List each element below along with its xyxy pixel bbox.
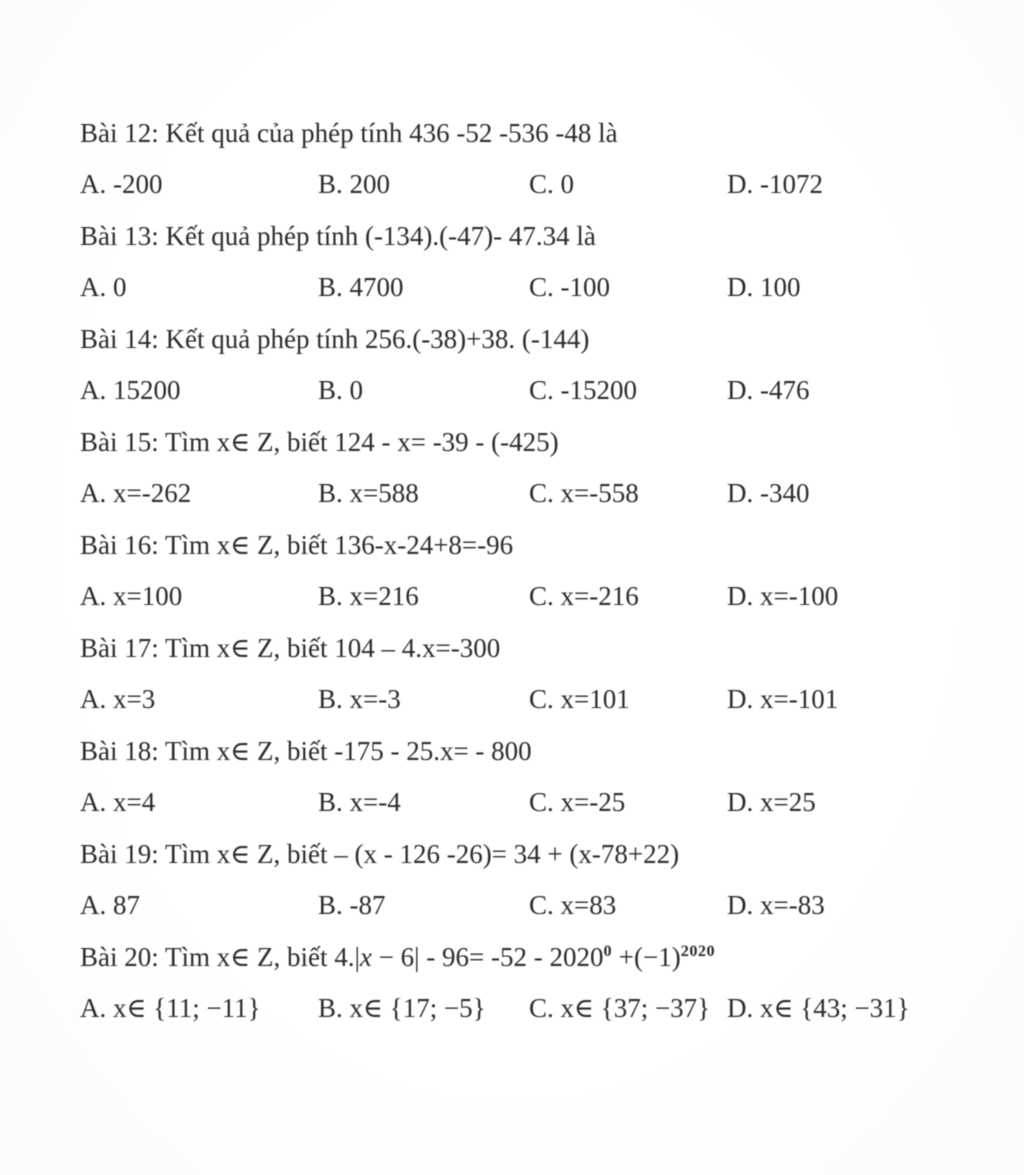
option-d: D. x=25	[727, 787, 816, 817]
option-b: B. x=-4	[318, 787, 401, 817]
question-line: Bài 15: Tìm x∈ Z, biết 124 - x= -39 - (-425)	[80, 427, 559, 457]
option-b: B. x=-3	[318, 684, 401, 714]
options-row	[80, 579, 964, 613]
problem-block	[80, 940, 964, 1025]
option-a: A. x=-262	[80, 478, 192, 508]
option-a: A. x=3	[80, 684, 156, 714]
option-a: A. x=4	[80, 787, 156, 817]
option-a: A. 15200	[80, 375, 181, 405]
option-c: C. 0	[529, 169, 575, 199]
problem-block	[80, 837, 964, 922]
problem-block	[80, 425, 964, 510]
options-row	[80, 373, 964, 407]
option-d: D. -1072	[727, 169, 823, 199]
options-row	[80, 270, 964, 304]
option-a: A. x∈ {11; −11}	[80, 993, 261, 1023]
option-a: A. 0	[80, 272, 127, 302]
question-line: Bài 18: Tìm x∈ Z, biết -175 - 25.x= - 800	[80, 736, 532, 766]
option-d: D. -476	[727, 375, 810, 405]
question-line: Bài 20: Tìm x∈ Z, biết $4.|x - 6| - 96= -52 - 2020^0 +(-1)^{2020}$	[80, 942, 716, 972]
option-b: B. x∈ {17; −5}	[318, 993, 486, 1023]
option-a: A. -200	[80, 169, 163, 199]
question-line: Bài 13: Kết quả phép tính (-134).(-47)- 47.34 là	[80, 221, 596, 251]
problems-list	[80, 116, 964, 1043]
option-c: C. x=83	[529, 890, 617, 920]
option-b: B. x=588	[318, 478, 419, 508]
question-line: Bài 17: Tìm x∈ Z, biết 104 – 4.x=-300	[80, 633, 501, 663]
question-line: Bài 16: Tìm x∈ Z, biết 136-x-24+8=-96	[80, 530, 514, 560]
option-b: B. 0	[318, 375, 364, 405]
options-row	[80, 785, 964, 819]
options-row	[80, 167, 964, 201]
question-line: Bài 19: Tìm x∈ Z, biết – (x - 126 -26)= 34 + (x-78+22)	[80, 839, 680, 869]
option-c: C. x=101	[529, 684, 630, 714]
option-b: B. -87	[318, 890, 386, 920]
option-c: C. x=-558	[529, 478, 639, 508]
question-line: Bài 14: Kết quả phép tính 256.(-38)+38. (-144)	[80, 324, 590, 354]
option-b: B. x=216	[318, 581, 419, 611]
problem-block	[80, 734, 964, 819]
problem-block	[80, 528, 964, 613]
problem-block	[80, 116, 964, 201]
option-d: D. -340	[727, 478, 810, 508]
option-d: D. x∈ {43; −31}	[727, 993, 910, 1023]
option-a: A. 87	[80, 890, 140, 920]
options-row	[80, 991, 964, 1025]
option-d: D. 100	[727, 272, 801, 302]
problem-block	[80, 631, 964, 716]
option-c: C. x=-216	[529, 581, 639, 611]
option-c: C. x∈ {37; −37}	[529, 993, 711, 1023]
problem-block	[80, 322, 964, 407]
option-c: C. x=-25	[529, 787, 626, 817]
option-d: D. x=-100	[727, 581, 839, 611]
option-d: D. x=-101	[727, 684, 839, 714]
option-b: B. 4700	[318, 272, 404, 302]
options-row	[80, 476, 964, 510]
option-d: D. x=-83	[727, 890, 825, 920]
problem-block	[80, 219, 964, 304]
option-a: A. x=100	[80, 581, 183, 611]
question-line: Bài 12: Kết quả của phép tính 436 -52 -536 -48 là	[80, 118, 618, 148]
options-row	[80, 888, 964, 922]
option-b: B. 200	[318, 169, 391, 199]
option-c: C. -100	[529, 272, 610, 302]
options-row	[80, 682, 964, 716]
option-c: C. -15200	[529, 375, 637, 405]
